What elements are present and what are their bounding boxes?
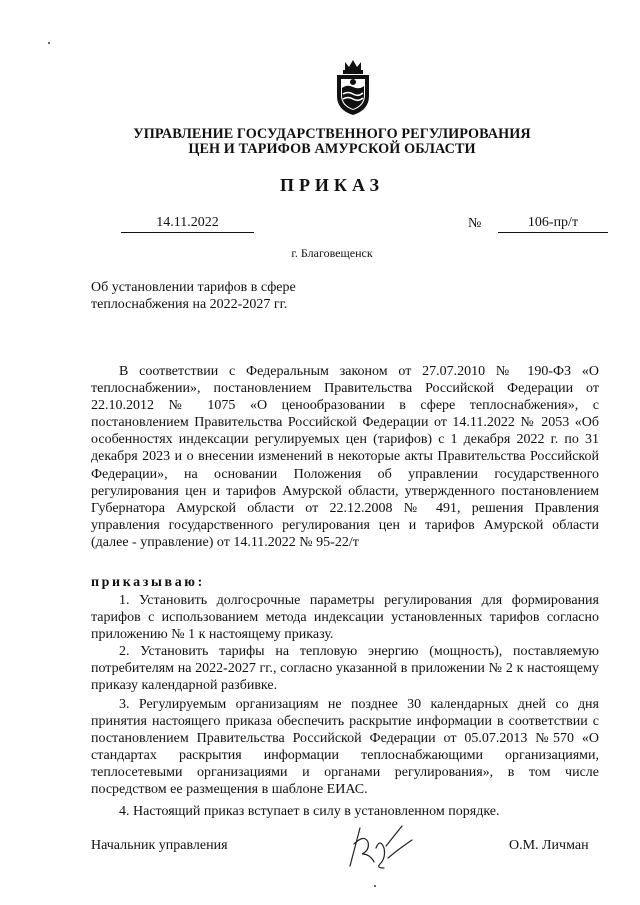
order-item-1: 1. Установить долгосрочные параметры регулирования для формирования тарифов с использованием метода индексации установленных тарифов согласно приложению № 1 к настоящему приказу.: [91, 593, 599, 643]
number-sign: №: [468, 216, 482, 231]
order-number: 106-пр/т: [498, 215, 608, 233]
order-item-4: 4. Настоящий приказ вступает в силу в установленном порядке.: [119, 804, 500, 819]
organization-name-line2: ЦЕН И ТАРИФОВ АМУРСКОЙ ОБЛАСТИ: [188, 141, 476, 157]
order-keyword: приказываю:: [91, 575, 205, 590]
handwritten-signature: [340, 818, 430, 878]
order-item-2: 2. Установить тарифы на тепловую энергию (мощность), поставляемую потребителям на 2022-2027 гг., согласно указанной в приложении № 2 к настоящему приказу календарной разбивке.: [91, 644, 599, 694]
order-item-3: 3. Регулируемым организациям не позднее 30 календарных дней со дня принятия настоящего приказа обеспечить раскрытие информации в соответствии с постановлением Правительства Российской Федерации от 05.07.2013 №570 «О стандартах раскрытия информации теплоснабжающими организациями, теплосетевыми организациями и органами регулирования», в том числе посредством ее размещения в шаблоне ЕИАС.: [91, 697, 599, 798]
city-name: г. Благовещенск: [291, 246, 373, 260]
scan-speck: [48, 42, 50, 44]
preamble-paragraph: В соответствии с Федеральным законом от 27.07.2010 № 190-ФЗ «О теплоснабжении», постановлением Правительства Российской Федерации от 22.10.2012 № 1075 «О ценообразовании в сфере теплоснабжения», с постановлением Правительства Российской Федерации от 14.11.2022 № 2053 «Об особенностях индексации регулируемых цен (тарифов) с 1 декабря 2022 г. по 31 декабря 2023 и о внесении изменений в некоторые акты Правительства Российской Федерации», на основании Положения об управлении государственного регулирования цен и тарифов Амурской области, утвержденного постановлением Губернатора Амурской области от 22.12.2008 № 491, решения Правления управления государственного регулирования цен и тарифов Амурской области (далее - управление) от 14.11.2022 № 95-22/т: [91, 364, 599, 550]
order-date: 14.11.2022: [121, 215, 254, 233]
document-title: ПРИКАЗ: [279, 175, 385, 195]
order-subject: Об установлении тарифов в сфере теплоснабжения на 2022-2027 гг.: [91, 280, 296, 312]
scan-speck: [374, 885, 376, 887]
signer-name: О.М. Личман: [509, 838, 589, 853]
organization-name-line1: УПРАВЛЕНИЕ ГОСУДАРСТВЕННОГО РЕГУЛИРОВАНИЯ: [133, 126, 531, 142]
signer-position: Начальник управления: [91, 838, 228, 853]
coat-of-arms-emblem: [331, 58, 375, 116]
